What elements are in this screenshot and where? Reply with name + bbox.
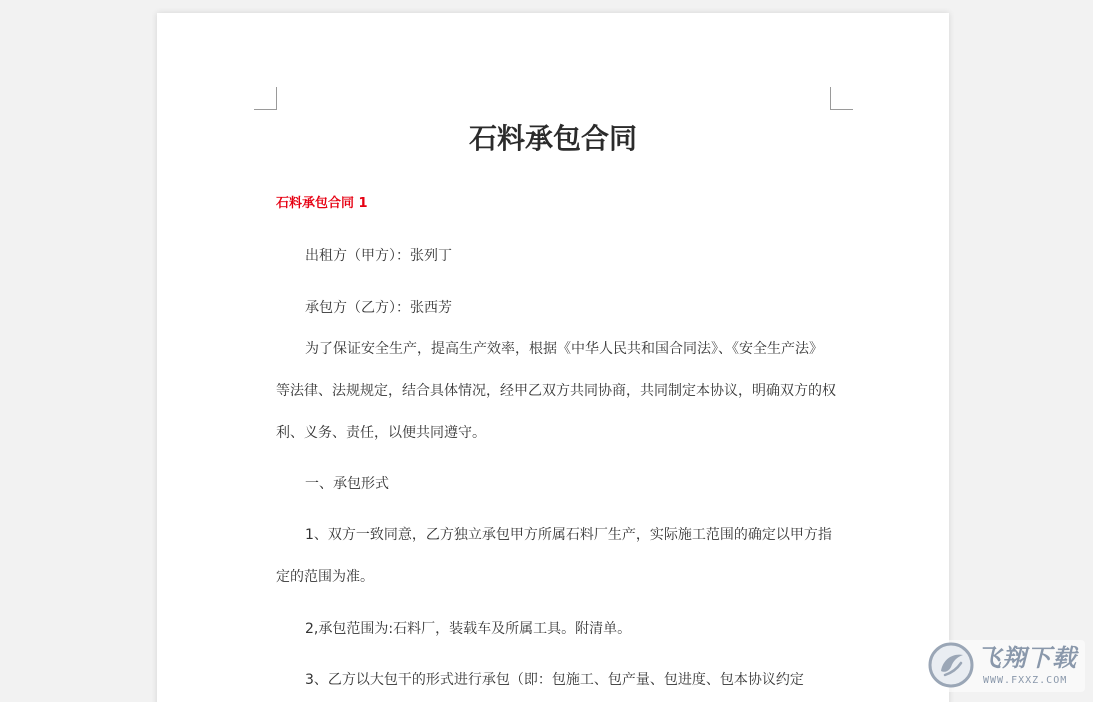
document-title: 石料承包合同 (468, 122, 637, 155)
document-page (157, 13, 949, 702)
paragraph-clause-2: 2,承包范围为:石料厂，装载车及所属工具。附清单。 (305, 621, 632, 637)
margin-corner-top-right (830, 87, 853, 110)
margin-corner-top-left (254, 87, 277, 110)
paragraph-section-1: 一、承包形式 (305, 476, 389, 492)
paragraph-lessee: 承包方（乙方）：张西芳 (305, 300, 452, 316)
paragraph-preamble: 为了保证安全生产，提高生产效率，根据《中华人民共和国合同法》、《安全生产法》等法律、法规规定，结合具体情况，经甲乙双方共同协商，共同制定本协议，明确双方的权利、义务、责任，以便共同遵守。 (276, 341, 836, 441)
paragraph-clause-3: 3、乙方以大包干的形式进行承包（即：包施工、包产量、包进度、包本协议约定 (305, 672, 804, 688)
watermark-url: WWW.FXXZ.COM (983, 675, 1068, 686)
section-heading: 石料承包合同 1 (276, 196, 368, 211)
site-watermark (927, 640, 1085, 692)
paragraph-lessor: 出租方（甲方）：张列丁 (305, 248, 452, 264)
paragraph-clause-1: 1、双方一致同意，乙方独立承包甲方所属石料厂生产，实际施工范围的确定以甲方指定的范围为准。 (276, 527, 832, 585)
fxxz-logo-icon (927, 641, 975, 689)
watermark-title: 飞翔下载 (977, 644, 1077, 672)
